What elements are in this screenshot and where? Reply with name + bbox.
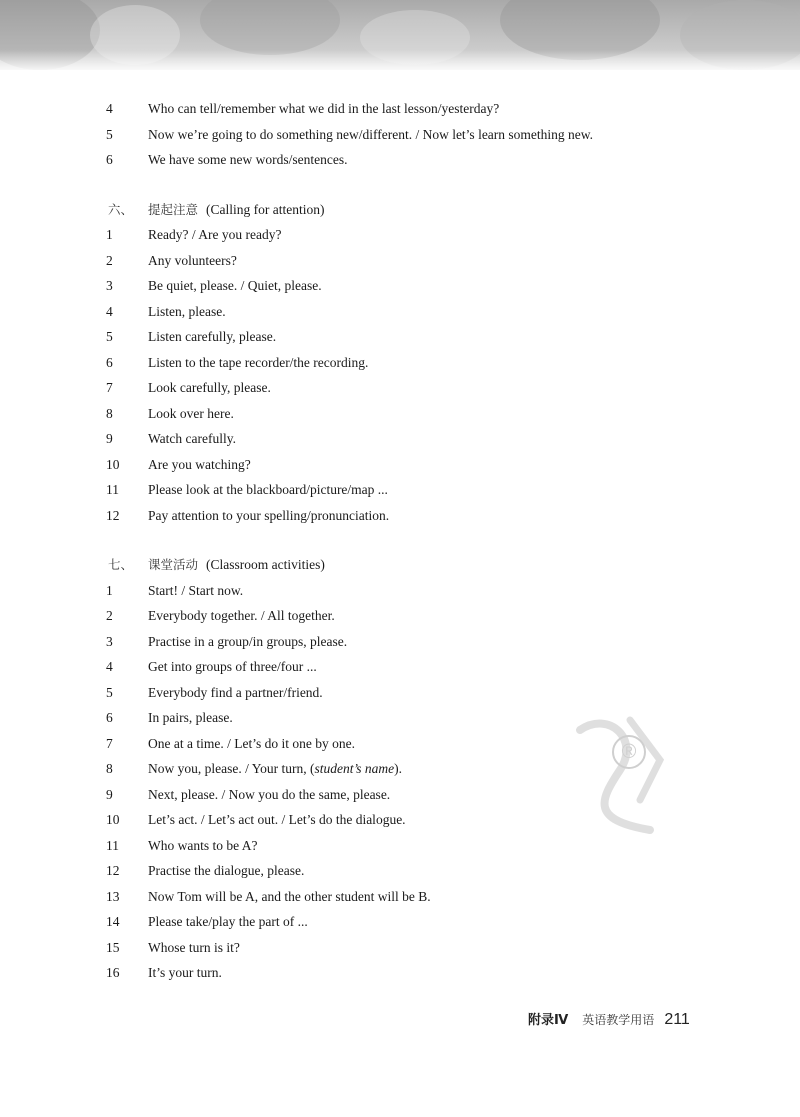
item-number: 7 (106, 735, 113, 751)
item-text: Now you, please. / Your turn, (student’s name). (148, 761, 402, 777)
item-text: In pairs, please. (148, 710, 233, 726)
item-number: 12 (106, 863, 120, 879)
page-footer (528, 1008, 690, 1032)
item-number: 1 (106, 582, 113, 598)
item-number: 10 (106, 456, 120, 472)
item-number: 6 (106, 710, 113, 726)
section-marker: 七、 (108, 557, 134, 573)
section-title-zh: 提起注意 (148, 201, 199, 217)
item-number: 11 (106, 482, 119, 498)
student-name-placeholder: student’s name (314, 761, 395, 777)
item-number: 6 (106, 152, 113, 167)
item-number: 8 (106, 761, 113, 777)
item-number: 4 (106, 659, 113, 675)
item-text: Let’s act. / Let’s act out. / Let’s do the dialogue. (148, 812, 406, 828)
page-number: 211 (664, 1011, 690, 1028)
footer-appendix: 附录Ⅳ (528, 1013, 569, 1028)
registered-mark: ® (612, 735, 646, 769)
header-blob (200, 0, 340, 55)
section-title-en: (Classroom activities) (206, 557, 325, 573)
item-number: 9 (106, 431, 113, 447)
item-number: 5 (106, 684, 113, 700)
item-number: 3 (106, 278, 113, 294)
item-number: 9 (106, 786, 113, 802)
item-text: Practise in a group/in groups, please. (148, 633, 348, 649)
header-fade (0, 50, 800, 70)
item-number: 10 (106, 812, 120, 828)
footer-title: 英语教学用语 (582, 1013, 655, 1027)
section-title-en: (Calling for attention) (206, 201, 325, 217)
item-text: Pay attention to your spelling/pronunciation. (148, 507, 390, 523)
item-text: Are you watching? (148, 456, 251, 472)
item-number: 1 (106, 227, 113, 243)
item-number: 3 (106, 633, 113, 649)
header-decorative-band (0, 0, 800, 70)
item-number: 2 (106, 252, 113, 268)
item-text: Please take/play the part of ... (148, 914, 308, 930)
section-title-zh: 课堂活动 (148, 557, 199, 573)
section-title (148, 199, 324, 221)
item-text: Listen carefully, please. (148, 329, 277, 345)
item-text: Ready? / Are you ready? (148, 227, 282, 243)
item-number: 12 (106, 507, 120, 523)
section-title (148, 554, 325, 576)
item-text: It’s your turn. (148, 965, 222, 981)
item-text: Next, please. / Now you do the same, please. (148, 786, 391, 802)
item-number: 5 (106, 329, 113, 345)
item-text: Look over here. (148, 405, 234, 421)
item-text: Now we’re going to do something new/different. / Now let’s learn something new. (148, 126, 594, 142)
item-number: 14 (106, 914, 120, 930)
item-text: Please look at the blackboard/picture/map ... (148, 482, 388, 498)
item-text: Listen, please. (148, 303, 226, 319)
item-number: 16 (106, 965, 120, 981)
section-marker: 六、 (108, 201, 134, 217)
item-number: 4 (106, 101, 113, 116)
item-text: Practise the dialogue, please. (148, 863, 305, 879)
publisher-watermark-icon (560, 700, 680, 840)
item-number: 5 (106, 126, 113, 142)
item-text: Any volunteers? (148, 252, 237, 268)
item-number: 13 (106, 888, 120, 904)
item-text: Get into groups of three/four ... (148, 659, 317, 675)
item-text: Listen to the tape recorder/the recording. (148, 354, 369, 370)
item-text: Now Tom will be A, and the other student will be B. (148, 888, 431, 904)
item-text: Be quiet, please. / Quiet, please. (148, 278, 322, 294)
item-text: Who wants to be A? (148, 837, 258, 853)
item-text: Whose turn is it? (148, 939, 240, 955)
item-number: 4 (106, 303, 113, 319)
item-text: Everybody together. / All together. (148, 608, 335, 624)
item-text: We have some new words/sentences. (148, 152, 348, 167)
item-number: 15 (106, 939, 120, 955)
item-text: One at a time. / Let’s do it one by one. (148, 735, 355, 751)
item-text: Everybody find a partner/friend. (148, 684, 323, 700)
item-number: 6 (106, 354, 113, 370)
item-text: Start! / Start now. (148, 582, 244, 598)
item-number: 8 (106, 405, 113, 421)
item-text: Watch carefully. (148, 431, 236, 447)
item-text: Look carefully, please. (148, 380, 271, 396)
item-number: 2 (106, 608, 113, 624)
item-number: 7 (106, 380, 113, 396)
item-number: 11 (106, 837, 119, 853)
item-text: Who can tell/remember what we did in the last lesson/yesterday? (148, 101, 500, 116)
